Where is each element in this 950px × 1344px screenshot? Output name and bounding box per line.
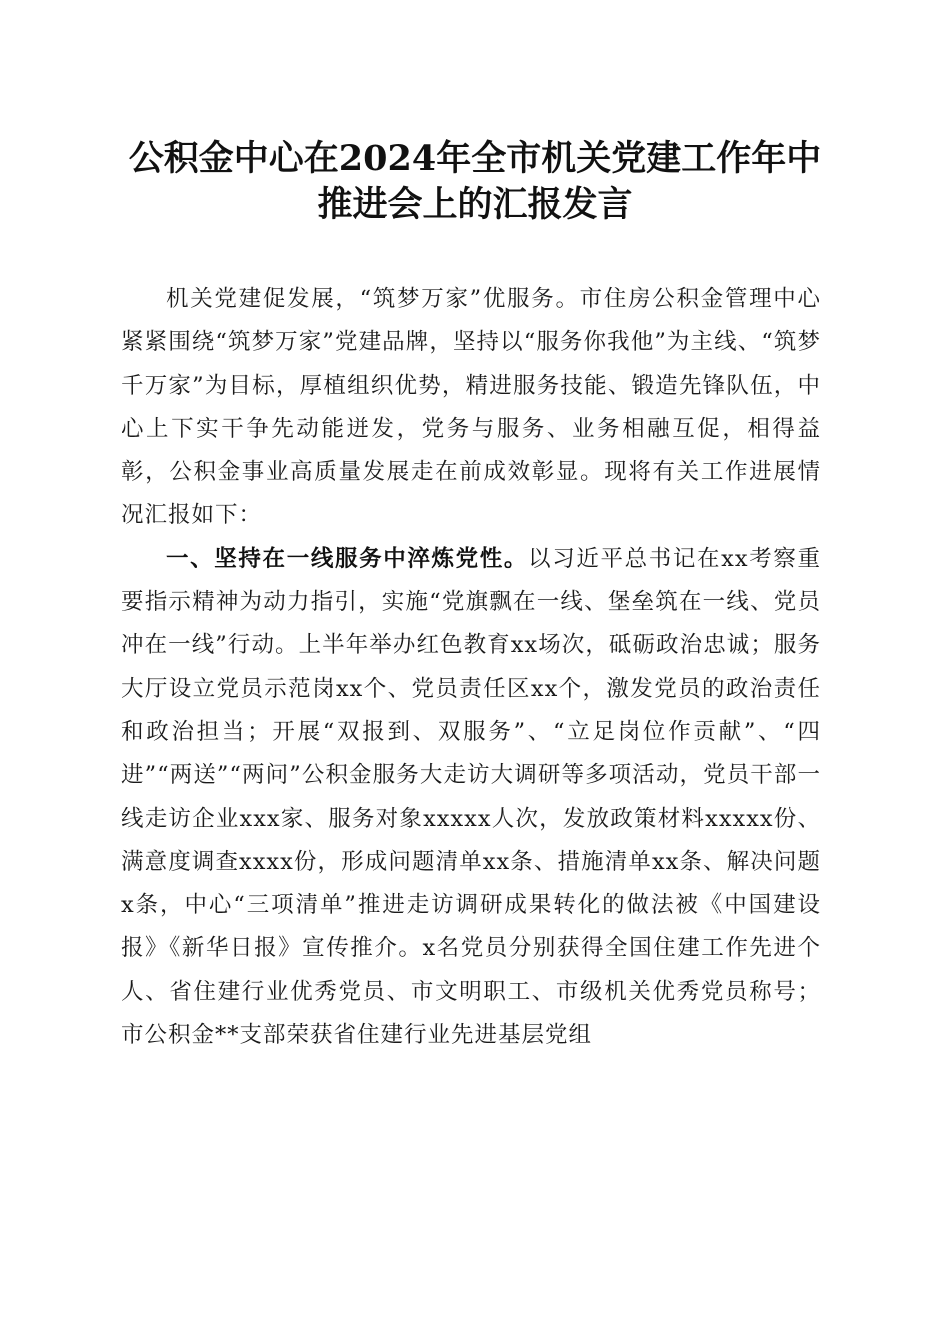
- document-body: [121, 278, 821, 1057]
- title-line-2: 推进会上的汇报发言: [317, 184, 633, 225]
- section-1-body: 以习近平总书记在xx考察重要指示精神为动力指引，实施“党旗飘在一线、堡垒筑在一线、党员冲在一线”行动。上半年举办红色教育xx场次，砥砺政治忠诚；服务大厅设立党员示范岗xx个、党员责任区xx个，激发党员的政治责任和政治担当；开展“双报到、双服务”、“立足岗位作贡献”、“四进”“两送”“两问”公积金服务大走访大调研等多项活动，党员干部一线走访企业xxx家、服务对象xxxxx人次，发放政策材料xxxxx份、满意度调查xxxx份，形成问题清单xx条、措施清单xx条、解决问题x条，中心“三项清单”推进走访调研成果转化的做法被《中国建设报》《新华日报》宣传推介。x名党员分别获得全国住建工作先进个人、省住建行业优秀党员、市文明职工、市级机关优秀党员称号；市公积金**支部荣获省住建行业先进基层党组: [121, 545, 821, 1049]
- section-1-paragraph: [121, 538, 821, 1058]
- section-1-heading: 一、坚持在一线服务中淬炼党性。: [166, 545, 529, 572]
- document-title: [100, 136, 850, 228]
- intro-paragraph: 机关党建促发展，“筑梦万家”优服务。市住房公积金管理中心紧紧围绕“筑梦万家”党建品牌，坚持以“服务你我他”为主线、“筑梦千万家”为目标，厚植组织优势，精进服务技能、锻造先锋队伍，中心上下实干争先动能迸发，党务与服务、业务相融互促，相得益彰，公积金事业高质量发展走在前成效彰显。现将有关工作进展情况汇报如下：: [121, 286, 821, 529]
- title-line-1: 公积金中心在2024年全市机关党建工作年中: [128, 138, 822, 179]
